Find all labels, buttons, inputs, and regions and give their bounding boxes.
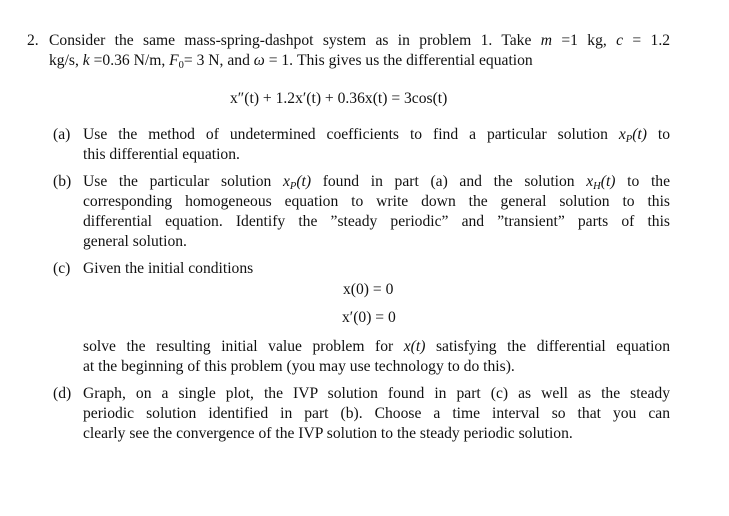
part-d-line-2: periodic solution identified in part (b). Choose a time interval so that you can [83,405,670,422]
part-a-line-2: this differential equation. [83,146,240,163]
part-b-line-2: corresponding homogeneous equation to write down the general solution to this [83,193,670,210]
part-d-label: (d) [53,385,72,402]
part-a-label: (a) [53,126,71,143]
part-b-line-3: differential equation. Identify the ”steady periodic” and ”transient” parts of this [83,213,670,230]
initial-condition-x: x(0) = 0 [343,281,394,298]
part-b-line-4: general solution. [83,233,187,250]
part-c-label: (c) [53,260,71,277]
part-c-line-1: Given the initial conditions [83,260,254,277]
part-b-label: (b) [53,173,72,190]
part-d-line-1: Graph, on a single plot, the IVP solution found in part (c) as well as the steady [83,385,670,402]
part-b-line-1: Use the particular solution $x_P(t)$ found in part (a) and the solution $x_H(t)$ to the [83,173,670,192]
initial-condition-x-prime: x′(0) = 0 [342,309,396,326]
problem-intro-line-1: Consider the same mass-spring-dashpot system as in problem 1. Take m =1 kg, c = 1.2 [49,32,671,49]
problem-intro-line-2: kg/s, k =0.36 N/m, $F_0= 3$ N, and ω = 1. This gives us the differential equation [49,52,533,71]
part-c-line-3: at the beginning of this problem (you may use technology to do this). [83,358,515,375]
problem-number: 2. [27,32,39,49]
part-a-line-1: Use the method of undetermined coefficients to find a particular solution $x_P(t)$ to [83,126,671,145]
main-differential-equation: x″(t) + 1.2x′(t) + 0.36x(t) = 3cos(t) [230,90,448,107]
part-d-line-3: clearly see the convergence of the IVP solution to the steady periodic solution. [83,425,573,442]
part-c-line-2: solve the resulting initial value problem for x(t) satisfying the differential equation [83,338,670,355]
